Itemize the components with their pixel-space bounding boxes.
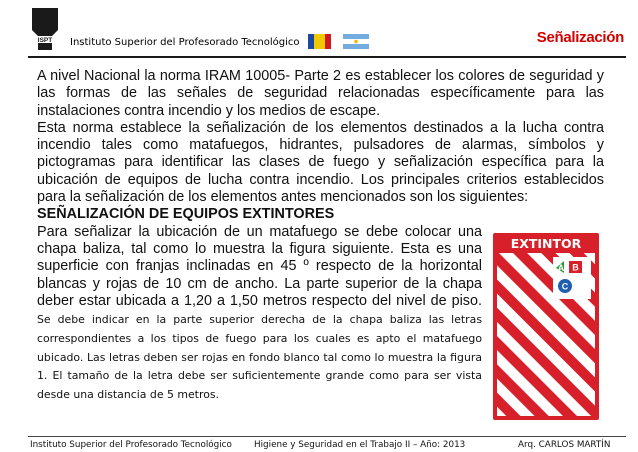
paragraph-letras-text: Se debe indicar en la parte superior derecha de la chapa baliza las letras correspondientes a los tipos de fuego para los cuales es apto el matafuego ubicado. Las letras deben ser rojas en fondo blanco tal como lo muestra la figura 1. El tamaño de la letra debe ser suficientemente grande como para ser vista desde una distancia de 5 metros. — [37, 313, 482, 401]
fire-class-a: A — [557, 263, 565, 273]
footer-author: Arq. CARLOS MARTÍN — [518, 440, 611, 450]
paragraph-chapa-baliza-text: Para señalizar la ubicación de un matafuego se debe colocar una chapa baliza, tal como lo muestra la figura siguiente. Esta es una superficie con franjas inclinadas en 45 º respecto de la horizontal blancas y rojas de 10 cm de ancho. La parte superior de la chapa deber estar ubicada a 1,20 a 1,50 metros respecto del nivel de piso. — [37, 223, 482, 309]
flags-icon — [307, 32, 371, 52]
footer-course: Higiene y Seguridad en el Trabajo II – Año: 2013 — [254, 440, 466, 450]
footer-divider — [28, 436, 626, 437]
logo-lettering: ISPT — [37, 37, 53, 44]
header-divider — [28, 56, 626, 58]
footer-institution: Instituto Superior del Profesorado Tecnológico — [30, 440, 232, 450]
institution-name: Instituto Superior del Profesorado Tecnológico — [70, 37, 300, 48]
section-title: Señalización — [536, 29, 624, 46]
ispt-logo — [30, 6, 60, 52]
fire-class-c: C — [561, 281, 569, 292]
paragraph-chapa-baliza — [37, 224, 482, 405]
extintor-sign — [493, 233, 599, 420]
section-heading: SEÑALIZACIÓN DE EQUIPOS EXTINTORES — [37, 206, 335, 223]
sign-label: EXTINTOR — [510, 236, 582, 251]
slide-footer — [0, 436, 638, 452]
slide-header — [0, 0, 638, 58]
fire-class-b: B — [572, 262, 579, 273]
paragraph-norma: Esta norma establece la señalización de los elementos destinados a la lucha contra incendio tales como matafuegos, hidrantes, pulsadores de alarmas, símbolos y pictogramas para identificar las clases de fuego y señalización específica para la ubicación de equipos de lucha contra incendio. Los principales criterios establecidos para la señalización de los elementos antes mencionados son los siguientes: — [37, 119, 604, 206]
paragraph-iram: A nivel Nacional la norma IRAM 10005- Parte 2 es establecer los colores de seguridad y las formas de las señales de seguridad relacionadas específicamente para las instalaciones contra incendio y los medios de escape. — [37, 68, 604, 119]
